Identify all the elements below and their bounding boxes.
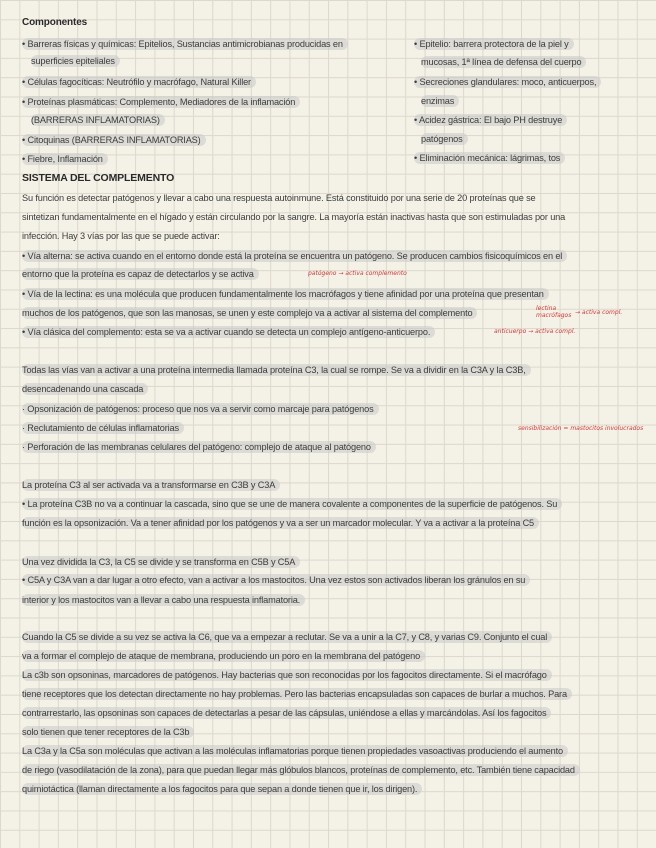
paragraph-line: · Reclutamiento de células inflamatorias <box>22 422 184 434</box>
list-item: • Citoquinas (BARRERAS INFLAMATORIAS) <box>22 134 206 146</box>
paragraph-line: La c3b son opsoninas, marcadores de patógenos. Hay bacterias que son reconocidas por los fagocitos directamente. Si el macrófago <box>22 669 552 681</box>
paragraph-line: infección. Hay 3 vías por las que se puede activar: <box>22 231 220 241</box>
paragraph-line: sintetizan fundamentalmente en el hígado y están circulando por la sangre. La mayoría están inactivas hasta que son estimuladas por una <box>22 212 566 222</box>
list-item: • Eliminación mecánica: lágrimas, tos <box>414 152 565 164</box>
paragraph-line: • Vía clásica del complemento: esta se va a activar cuando se detecta un complejo antígeno-anticuerpo. <box>22 326 435 338</box>
list-item: • Barreras físicas y químicas: Epitelios, Sustancias antimicrobianas producidas en <box>22 38 348 50</box>
paragraph-line: va a formar el complejo de ataque de membrana, produciendo un poro en la membrana del patógeno <box>22 650 425 662</box>
paragraph-line: Una vez dividida la C3, la C5 se divide y se transforma en C5B y C5A <box>22 556 300 568</box>
paragraph-line: quimiotáctica (llaman directamente a los fagocitos para que sepan a donde tienen que ir, los dirigen). <box>22 783 422 795</box>
list-item: (BARRERAS INFLAMATORIAS) <box>31 114 165 126</box>
red-annotation: → activa compl. <box>575 309 623 316</box>
paragraph-line: · Opsonización de patógenos: proceso que nos va a servir como marcaje para patógenos <box>22 403 379 415</box>
list-item: superficies epiteliales <box>31 55 120 67</box>
paragraph-line: interior y los mastocitos van a llevar a cabo una respuesta inflamatoria. <box>22 594 305 606</box>
list-item: • Acidez gástrica: El bajo PH destruye <box>414 114 567 126</box>
red-annotation: patógeno → activa complemento <box>308 270 407 277</box>
paragraph-line: función es la opsonización. Va a tener afinidad por los patógenos y va a ser un marcador molecular. Y va a activar a la proteína C5 <box>22 517 539 529</box>
list-item: • Proteínas plasmáticas: Complemento, Mediadores de la inflamación <box>22 96 300 108</box>
paragraph-line: solo tienen que tener receptores de la C3b <box>22 726 194 738</box>
paragraph-line: entorno que la proteína es capaz de detectarlos y se activa <box>22 268 259 280</box>
red-annotation: anticuerpo → activa compl. <box>494 328 576 335</box>
paragraph-line: contrarrestarlo, las opsoninas son capaces de detectarlas a pesar de las cápsulas, uniéndose a ellas y marcándolas. Así los fagocitos <box>22 707 551 719</box>
paragraph-line: desencadenando una cascada <box>22 383 148 395</box>
paragraph-line: Su función es detectar patógenos y llevar a cabo una respuesta autoinmune. Está constituido por una serie de 20 proteínas que se <box>22 193 536 203</box>
list-item: • Epitelio: barrera protectora de la piel y <box>414 38 574 50</box>
paragraph-line: La proteína C3 al ser activada va a transformarse en C3B y C3A <box>22 479 280 491</box>
paragraph-line: • Vía de la lectina: es una molécula que producen fundamentalmente los macrófagos y tiene afinidad por una proteína que presentan <box>22 288 549 300</box>
paragraph-line: muchos de los patógenos, que son las manosas, se unen y este complejo va a activar al sistema del complemento <box>22 307 477 319</box>
paragraph-line: Cuando la C5 se divide a su vez se activa la C6, que va a empezar a reclutar. Se va a unir a la C7, y C8, y varias C9. Conjunto el cual <box>22 631 552 643</box>
paragraph-line: de riego (vasodilatación de la zona), para que puedan llegar más glóbulos blancos, proteínas de complemento, etc. También tiene capacidad <box>22 764 580 776</box>
paragraph-line: • Vía alterna: se activa cuando en el entorno donde está la proteína se encuentra un patógeno. Se producen cambios fisicoquímicos en el <box>22 250 567 262</box>
list-item: • Secreciones glandulares: moco, anticuerpos, <box>414 76 601 88</box>
list-item: • Células fagocíticas: Neutrófilo y macrófago, Natural Killer <box>22 76 256 88</box>
paragraph-line: La C3a y la C5a son moléculas que activan a las moléculas inflamatorias porque tienen propiedades vasoactivas produciendo el aumento <box>22 745 568 757</box>
paragraph-line: · Perforación de las membranas celulares del patógeno: complejo de ataque al patógeno <box>22 441 376 453</box>
components-heading: Componentes <box>22 17 88 28</box>
list-item: patógenos <box>421 133 468 145</box>
list-item: • Fiebre, Inflamación <box>22 153 108 165</box>
paragraph-line: • C5A y C3A van a dar lugar a otro efecto, van a activar a los mastocitos. Una vez estos son activados liberan los gránulos en su <box>22 574 530 586</box>
section-title: SISTEMA DEL COMPLEMENTO <box>22 172 175 184</box>
paragraph-line: tiene receptores que los detectan directamente no hay problemas. Pero las bacterias encapsuladas son capaces de burlar a muchos. Para <box>22 688 572 700</box>
red-annotation: sensibilización = mastocitos involucrados <box>518 425 644 432</box>
red-annotation: macrófagos <box>536 312 572 319</box>
red-annotation: lectina <box>536 305 557 312</box>
paragraph-line: • La proteína C3B no va a continuar la cascada, sino que se une de manera covalente a componentes de la superficie de patógenos. Su <box>22 498 562 510</box>
list-item: mucosas, 1ª línea de defensa del cuerpo <box>421 56 586 68</box>
list-item: enzimas <box>421 95 459 107</box>
paragraph-line: Todas las vías van a activar a una proteína intermedia llamada proteína C3, la cual se rompe. Se va a dividir en la C3A y la C3B, <box>22 364 531 376</box>
